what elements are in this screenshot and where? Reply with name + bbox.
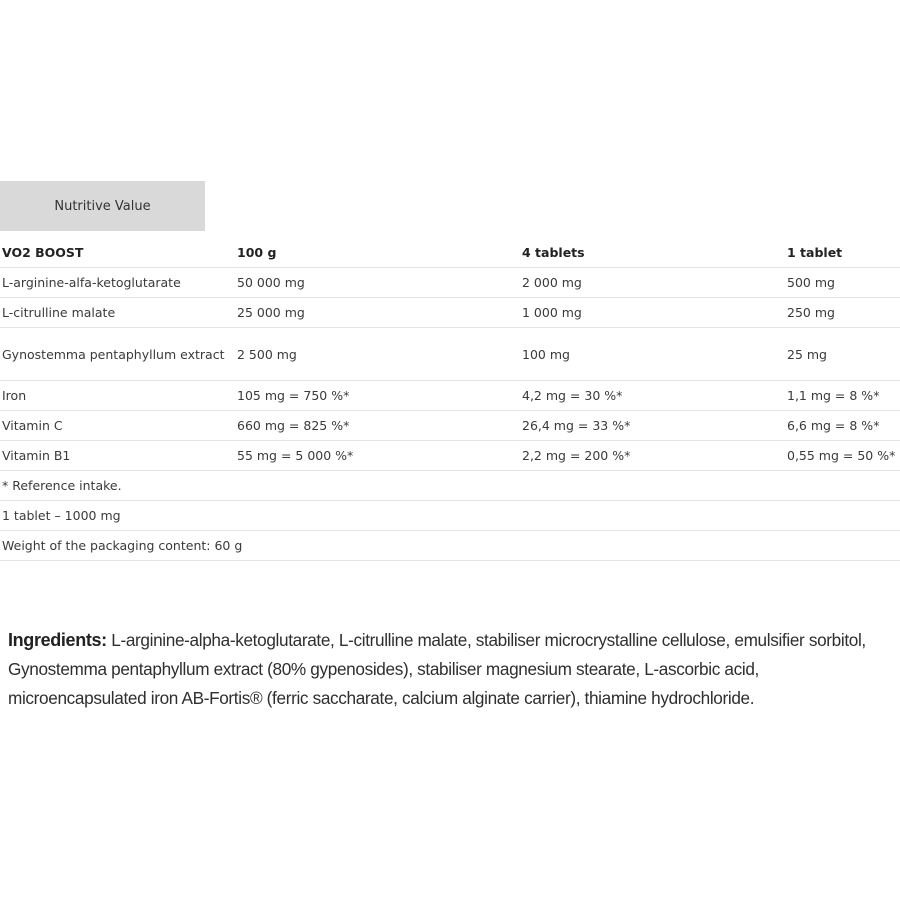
row-value-1-tablet: 0,55 mg = 50 %* — [785, 441, 900, 471]
ingredients-label: Ingredients: — [8, 630, 107, 650]
row-value-4-tablets: 26,4 mg = 33 %* — [520, 411, 785, 441]
table-row — [0, 441, 900, 471]
row-ingredient-name: L-arginine-alfa-ketoglutarate — [0, 268, 235, 298]
row-value-1-tablet: 25 mg — [785, 328, 900, 381]
column-header-100g: 100 g — [235, 238, 520, 268]
row-value-4-tablets: 2,2 mg = 200 %* — [520, 441, 785, 471]
row-value-100g: 55 mg = 5 000 %* — [235, 441, 520, 471]
table-header-row — [0, 238, 900, 268]
row-ingredient-name: Iron — [0, 381, 235, 411]
table-row — [0, 381, 900, 411]
table-note-row — [0, 531, 900, 561]
table-note-row — [0, 501, 900, 531]
row-value-1-tablet: 500 mg — [785, 268, 900, 298]
table-note-row — [0, 471, 900, 501]
row-value-100g: 105 mg = 750 %* — [235, 381, 520, 411]
row-value-100g: 50 000 mg — [235, 268, 520, 298]
column-header-4-tablets: 4 tablets — [520, 238, 785, 268]
nutritive-value-tab[interactable] — [0, 181, 205, 231]
nutrition-table — [0, 238, 900, 561]
table-row — [0, 268, 900, 298]
row-ingredient-name: L-citrulline malate — [0, 298, 235, 328]
row-value-1-tablet: 250 mg — [785, 298, 900, 328]
row-value-4-tablets: 4,2 mg = 30 %* — [520, 381, 785, 411]
row-value-4-tablets: 100 mg — [520, 328, 785, 381]
row-value-100g: 25 000 mg — [235, 298, 520, 328]
ingredients-text: L-arginine-alpha-ketoglutarate, L-citrulline malate, stabiliser microcrystalline cellulose, emulsifier sorbitol, Gynostemma pentaphyllum extract (80% gypenosides), stabiliser magnesium stearate, L-ascorbic acid, microencapsulated iron AB-Fortis® (ferric saccharate, calcium alginate carrier), thiamine hydrochloride. — [8, 630, 866, 708]
row-value-100g: 2 500 mg — [235, 328, 520, 381]
column-header-product: VO2 BOOST — [0, 238, 235, 268]
table-row — [0, 298, 900, 328]
table-row — [0, 411, 900, 441]
row-value-4-tablets: 1 000 mg — [520, 298, 785, 328]
row-value-100g: 660 mg = 825 %* — [235, 411, 520, 441]
nutritive-value-tab-label: Nutritive Value — [54, 198, 151, 214]
tablet-weight-note: 1 tablet – 1000 mg — [0, 501, 900, 531]
table-row — [0, 328, 900, 381]
ingredients-paragraph — [8, 626, 900, 713]
column-header-1-tablet: 1 tablet — [785, 238, 900, 268]
row-ingredient-name: Vitamin C — [0, 411, 235, 441]
row-ingredient-name: Gynostemma pentaphyllum extract — [0, 328, 235, 381]
row-value-1-tablet: 6,6 mg = 8 %* — [785, 411, 900, 441]
row-ingredient-name: Vitamin B1 — [0, 441, 235, 471]
row-value-4-tablets: 2 000 mg — [520, 268, 785, 298]
packaging-weight-note: Weight of the packaging content: 60 g — [0, 531, 900, 561]
reference-intake-note: * Reference intake. — [0, 471, 900, 501]
row-value-1-tablet: 1,1 mg = 8 %* — [785, 381, 900, 411]
